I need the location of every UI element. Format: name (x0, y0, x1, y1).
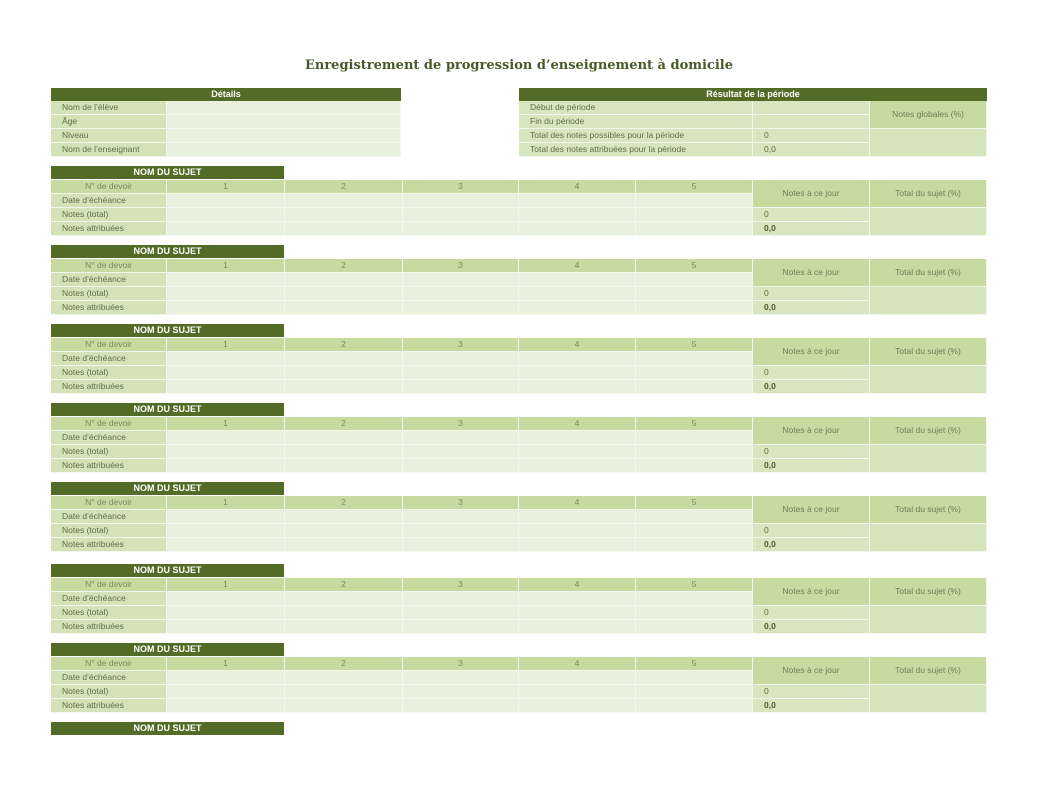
points-to-date-total: 0 (753, 208, 870, 222)
points-awarded-cell[interactable] (519, 459, 636, 473)
assignment-number-header: 2 (285, 417, 403, 431)
due-date-cell[interactable] (167, 592, 285, 606)
assignment-number-header: 5 (636, 657, 753, 671)
due-date-cell[interactable] (285, 671, 403, 685)
total-points-cell[interactable] (636, 208, 753, 222)
subject-total-header: Total du sujet (%) (870, 259, 987, 287)
details-label-level: Niveau (51, 129, 167, 143)
assignment-number-header: 2 (285, 578, 403, 592)
points-awarded-label: Notes attribuées (51, 380, 167, 394)
age-field[interactable] (167, 115, 401, 129)
due-date-cell[interactable] (403, 510, 519, 524)
assignment-number-header: 2 (285, 180, 403, 194)
due-date-label: Date d’échéance (51, 194, 167, 208)
points-to-date-awarded: 0,0 (753, 301, 870, 315)
details-label-student-name: Nom de l’élève (51, 101, 167, 115)
total-points-cell[interactable] (167, 366, 285, 380)
subject-total-header: Total du sujet (%) (870, 578, 987, 606)
points-to-date-header: Notes à ce jour (753, 338, 870, 366)
total-points-cell[interactable] (403, 208, 519, 222)
due-date-cell[interactable] (167, 352, 285, 366)
total-points-cell[interactable] (167, 208, 285, 222)
due-date-cell[interactable] (636, 431, 753, 445)
due-date-cell[interactable] (167, 510, 285, 524)
assignment-number-header: 4 (519, 259, 636, 273)
total-points-cell[interactable] (167, 287, 285, 301)
assignment-number-label: N° de devoir (51, 657, 167, 671)
due-date-cell[interactable] (519, 273, 636, 287)
total-points-label: Notes (total) (51, 366, 167, 380)
total-points-cell[interactable] (636, 606, 753, 620)
points-awarded-cell[interactable] (403, 538, 519, 552)
total-points-cell[interactable] (403, 606, 519, 620)
assignment-number-header: 4 (519, 657, 636, 671)
due-date-cell[interactable] (519, 592, 636, 606)
assignment-number-label: N° de devoir (51, 417, 167, 431)
points-awarded-cell[interactable] (636, 222, 753, 236)
assignment-number-header: 3 (403, 496, 519, 510)
overall-grade-value (870, 129, 987, 157)
total-points-cell[interactable] (403, 524, 519, 538)
total-points-label: Notes (total) (51, 606, 167, 620)
total-awarded-value: 0,0 (753, 143, 870, 157)
subject-name-header[interactable]: NOM DU SUJET (51, 643, 284, 656)
assignment-number-header: 3 (403, 180, 519, 194)
points-awarded-cell[interactable] (285, 222, 403, 236)
page-title: Enregistrement de progression d’enseignement à domicile (304, 58, 734, 73)
assignment-number-header: 4 (519, 417, 636, 431)
points-to-date-awarded: 0,0 (753, 699, 870, 713)
due-date-cell[interactable] (636, 273, 753, 287)
due-date-label: Date d’échéance (51, 352, 167, 366)
total-points-cell[interactable] (285, 366, 403, 380)
points-awarded-label: Notes attribuées (51, 301, 167, 315)
due-date-label: Date d’échéance (51, 431, 167, 445)
points-awarded-cell[interactable] (636, 459, 753, 473)
points-awarded-cell[interactable] (519, 222, 636, 236)
total-points-label: Notes (total) (51, 685, 167, 699)
total-points-cell[interactable] (285, 685, 403, 699)
total-points-cell[interactable] (636, 685, 753, 699)
points-awarded-cell[interactable] (285, 380, 403, 394)
points-awarded-cell[interactable] (167, 620, 285, 634)
total-points-cell[interactable] (636, 524, 753, 538)
details-header: Détails (51, 88, 401, 101)
due-date-cell[interactable] (403, 671, 519, 685)
assignment-number-header: 3 (403, 417, 519, 431)
total-points-cell[interactable] (519, 287, 636, 301)
assignment-number-label: N° de devoir (51, 578, 167, 592)
due-date-label: Date d’échéance (51, 671, 167, 685)
assignment-number-header: 2 (285, 657, 403, 671)
level-field[interactable] (167, 129, 401, 143)
assignment-number-header: 1 (167, 417, 285, 431)
assignment-number-header: 3 (403, 578, 519, 592)
due-date-cell[interactable] (403, 592, 519, 606)
assignment-number-header: 2 (285, 496, 403, 510)
due-date-cell[interactable] (636, 592, 753, 606)
points-awarded-label: Notes attribuées (51, 538, 167, 552)
assignment-number-header: 1 (167, 496, 285, 510)
total-points-cell[interactable] (636, 366, 753, 380)
points-awarded-cell[interactable] (636, 620, 753, 634)
total-points-cell[interactable] (519, 208, 636, 222)
due-date-cell[interactable] (519, 510, 636, 524)
assignment-number-header: 5 (636, 417, 753, 431)
points-awarded-cell[interactable] (403, 620, 519, 634)
overall-grade-label: Notes globales (%) (870, 101, 987, 129)
points-awarded-cell[interactable] (519, 699, 636, 713)
assignment-number-header: 1 (167, 338, 285, 352)
points-awarded-cell[interactable] (636, 538, 753, 552)
student-name-field[interactable] (167, 101, 401, 115)
subject-total-header: Total du sujet (%) (870, 496, 987, 524)
due-date-cell[interactable] (285, 352, 403, 366)
total-points-label: Notes (total) (51, 445, 167, 459)
subject-name-header[interactable]: NOM DU SUJET (51, 564, 284, 577)
points-to-date-header: Notes à ce jour (753, 578, 870, 606)
points-awarded-cell[interactable] (519, 301, 636, 315)
due-date-cell[interactable] (403, 273, 519, 287)
points-awarded-cell[interactable] (285, 620, 403, 634)
due-date-cell[interactable] (519, 671, 636, 685)
total-points-cell[interactable] (285, 445, 403, 459)
due-date-cell[interactable] (285, 510, 403, 524)
total-points-cell[interactable] (285, 606, 403, 620)
subject-total-value (870, 445, 987, 473)
points-to-date-header: Notes à ce jour (753, 657, 870, 685)
assignment-number-header: 3 (403, 657, 519, 671)
due-date-cell[interactable] (167, 671, 285, 685)
points-awarded-cell[interactable] (403, 301, 519, 315)
assignment-number-header: 2 (285, 259, 403, 273)
points-to-date-header: Notes à ce jour (753, 417, 870, 445)
points-awarded-label: Notes attribuées (51, 459, 167, 473)
due-date-cell[interactable] (167, 273, 285, 287)
subject-name-header[interactable]: NOM DU SUJET (51, 324, 284, 337)
due-date-cell[interactable] (519, 194, 636, 208)
due-date-cell[interactable] (519, 431, 636, 445)
assignment-number-header: 5 (636, 578, 753, 592)
due-date-cell[interactable] (403, 194, 519, 208)
points-to-date-awarded: 0,0 (753, 222, 870, 236)
total-points-label: Notes (total) (51, 524, 167, 538)
points-to-date-total: 0 (753, 366, 870, 380)
total-points-cell[interactable] (285, 287, 403, 301)
total-points-cell[interactable] (636, 445, 753, 459)
points-to-date-total: 0 (753, 685, 870, 699)
points-to-date-awarded: 0,0 (753, 380, 870, 394)
total-points-cell[interactable] (167, 685, 285, 699)
assignment-number-label: N° de devoir (51, 259, 167, 273)
assignment-number-header: 3 (403, 259, 519, 273)
points-awarded-cell[interactable] (167, 459, 285, 473)
subject-name-header[interactable]: NOM DU SUJET (51, 482, 284, 495)
assignment-number-header: 1 (167, 578, 285, 592)
points-awarded-cell[interactable] (167, 699, 285, 713)
total-points-cell[interactable] (167, 524, 285, 538)
points-to-date-total: 0 (753, 287, 870, 301)
due-date-cell[interactable] (636, 194, 753, 208)
due-date-label: Date d’échéance (51, 273, 167, 287)
points-awarded-cell[interactable] (285, 301, 403, 315)
assignment-number-header: 1 (167, 259, 285, 273)
points-awarded-label: Notes attribuées (51, 620, 167, 634)
subject-name-header[interactable]: NOM DU SUJET (51, 166, 284, 179)
points-to-date-header: Notes à ce jour (753, 180, 870, 208)
subject-total-value (870, 524, 987, 552)
assignment-number-header: 4 (519, 180, 636, 194)
points-awarded-cell[interactable] (285, 459, 403, 473)
subject-name-header[interactable]: NOM DU SUJET (51, 403, 284, 416)
subject-total-header: Total du sujet (%) (870, 417, 987, 445)
points-awarded-cell[interactable] (403, 459, 519, 473)
points-to-date-header: Notes à ce jour (753, 259, 870, 287)
assignment-number-header: 1 (167, 180, 285, 194)
details-label-age: Âge (51, 115, 167, 129)
period-end-field[interactable] (753, 115, 870, 129)
points-awarded-cell[interactable] (167, 222, 285, 236)
total-points-cell[interactable] (519, 606, 636, 620)
due-date-cell[interactable] (403, 352, 519, 366)
total-points-cell[interactable] (636, 287, 753, 301)
subject-total-value (870, 366, 987, 394)
points-awarded-cell[interactable] (519, 380, 636, 394)
subject-total-header: Total du sujet (%) (870, 338, 987, 366)
points-awarded-cell[interactable] (167, 301, 285, 315)
total-points-cell[interactable] (403, 685, 519, 699)
total-awarded-label: Total des notes attribuées pour la période (519, 143, 753, 157)
points-awarded-cell[interactable] (285, 538, 403, 552)
due-date-cell[interactable] (636, 352, 753, 366)
points-to-date-awarded: 0,0 (753, 459, 870, 473)
points-to-date-total: 0 (753, 524, 870, 538)
points-awarded-cell[interactable] (519, 538, 636, 552)
total-points-cell[interactable] (519, 445, 636, 459)
subject-total-value (870, 208, 987, 236)
subject-name-header[interactable]: NOM DU SUJET (51, 245, 284, 258)
assignment-number-header: 5 (636, 338, 753, 352)
due-date-cell[interactable] (403, 431, 519, 445)
subject-name-header[interactable]: NOM DU SUJET (51, 722, 284, 735)
total-points-cell[interactable] (519, 685, 636, 699)
subject-total-value (870, 287, 987, 315)
points-awarded-cell[interactable] (636, 301, 753, 315)
assignment-number-label: N° de devoir (51, 338, 167, 352)
points-awarded-cell[interactable] (167, 538, 285, 552)
points-awarded-cell[interactable] (403, 380, 519, 394)
total-points-label: Notes (total) (51, 287, 167, 301)
assignment-number-label: N° de devoir (51, 180, 167, 194)
points-to-date-total: 0 (753, 445, 870, 459)
points-awarded-cell[interactable] (403, 222, 519, 236)
assignment-number-header: 4 (519, 578, 636, 592)
points-awarded-label: Notes attribuées (51, 699, 167, 713)
subject-total-value (870, 606, 987, 634)
points-to-date-awarded: 0,0 (753, 620, 870, 634)
due-date-label: Date d’échéance (51, 510, 167, 524)
points-to-date-awarded: 0,0 (753, 538, 870, 552)
assignment-number-label: N° de devoir (51, 496, 167, 510)
total-points-cell[interactable] (167, 445, 285, 459)
due-date-cell[interactable] (285, 592, 403, 606)
period-end-label: Fin du période (519, 115, 753, 129)
total-points-cell[interactable] (403, 287, 519, 301)
total-points-cell[interactable] (285, 208, 403, 222)
due-date-cell[interactable] (167, 194, 285, 208)
points-awarded-label: Notes attribuées (51, 222, 167, 236)
points-awarded-cell[interactable] (285, 699, 403, 713)
total-points-cell[interactable] (519, 366, 636, 380)
due-date-cell[interactable] (636, 510, 753, 524)
due-date-cell[interactable] (167, 431, 285, 445)
total-possible-label: Total des notes possibles pour la période (519, 129, 753, 143)
points-awarded-cell[interactable] (167, 380, 285, 394)
points-to-date-total: 0 (753, 606, 870, 620)
total-points-cell[interactable] (167, 606, 285, 620)
assignment-number-header: 5 (636, 496, 753, 510)
assignment-number-header: 2 (285, 338, 403, 352)
details-label-teacher-name: Nom de l’enseignant (51, 143, 167, 157)
total-points-cell[interactable] (403, 366, 519, 380)
total-points-cell[interactable] (285, 524, 403, 538)
assignment-number-header: 5 (636, 180, 753, 194)
due-date-cell[interactable] (285, 194, 403, 208)
points-to-date-header: Notes à ce jour (753, 496, 870, 524)
period-result-header: Résultat de la période (519, 88, 987, 101)
period-start-label: Début de période (519, 101, 753, 115)
total-points-cell[interactable] (519, 524, 636, 538)
assignment-number-header: 4 (519, 338, 636, 352)
assignment-number-header: 3 (403, 338, 519, 352)
due-date-cell[interactable] (285, 273, 403, 287)
points-awarded-cell[interactable] (636, 380, 753, 394)
points-awarded-cell[interactable] (519, 620, 636, 634)
assignment-number-header: 1 (167, 657, 285, 671)
subject-total-header: Total du sujet (%) (870, 657, 987, 685)
subject-total-value (870, 685, 987, 713)
due-date-cell[interactable] (285, 431, 403, 445)
teacher-name-field[interactable] (167, 143, 401, 157)
total-points-cell[interactable] (403, 445, 519, 459)
assignment-number-header: 4 (519, 496, 636, 510)
subject-total-header: Total du sujet (%) (870, 180, 987, 208)
total-points-label: Notes (total) (51, 208, 167, 222)
assignment-number-header: 5 (636, 259, 753, 273)
due-date-cell[interactable] (519, 352, 636, 366)
points-awarded-cell[interactable] (636, 699, 753, 713)
due-date-cell[interactable] (636, 671, 753, 685)
due-date-label: Date d’échéance (51, 592, 167, 606)
points-awarded-cell[interactable] (403, 699, 519, 713)
period-start-field[interactable] (753, 101, 870, 115)
total-possible-value: 0 (753, 129, 870, 143)
